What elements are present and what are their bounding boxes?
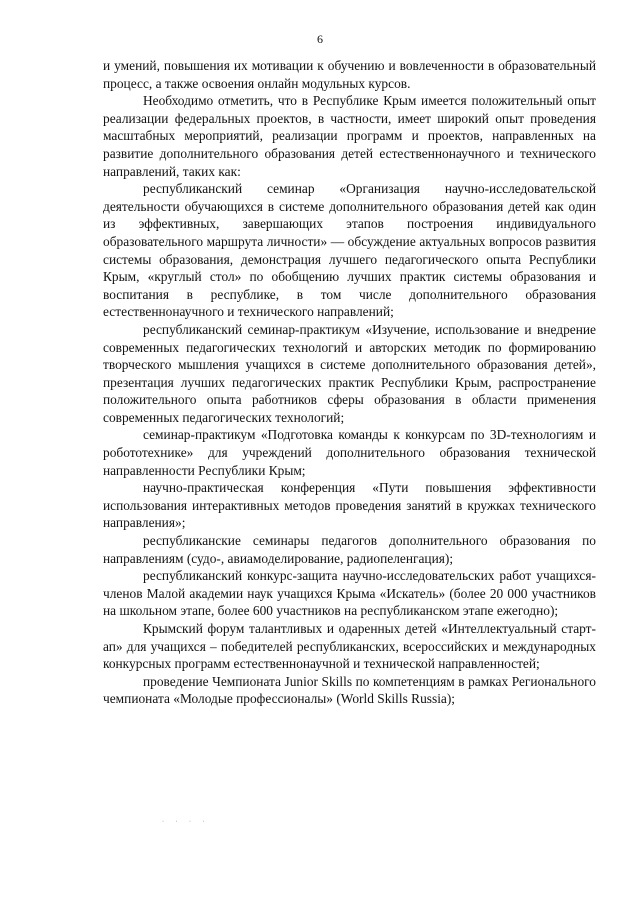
paragraph-intro: Необходимо отметить, что в Республике Крым имеется положительный опыт реализации федеральных проектов, в частности, имеет широкий опыт проведения масштабных мероприятий, реализации программ и проектов, направленных на развитие дополнительного образования детей естественнонаучного и технического направлений, таких как: xyxy=(103,93,596,179)
document-body xyxy=(103,57,596,708)
paragraph-continuation: и умений, повышения их мотивации к обучению и вовлеченности в образовательный процесс, а также освоения онлайн модульных курсов. xyxy=(103,58,596,91)
scan-artifact-dots: · · · · xyxy=(162,819,210,825)
list-item-seminar-practicum-3d: семинар-практикум «Подготовка команды к конкурсам по 3D-технологиям и робототехнике» для учреждений дополнительного образования технической направленности Республики Крым; xyxy=(103,427,596,478)
list-item-junior-skills: проведение Чемпионата Junior Skills по компетенциям в рамках Регионального чемпионата «Молодые профессионалы» (World Skills Russia); xyxy=(103,673,596,707)
list-item-seminar-practicum-technologies: республиканский семинар-практикум «Изучение, использование и внедрение современных педагогических технологий и авторских методик по формированию творческого мышления учащихся в системе дополнительного образования детей», презентация лучших педагогических практик Республики Крым, распространение положительного опыта работников сферы образования в области применения современных педагогических технологий; xyxy=(103,321,596,425)
list-item-seminar-research: республиканский семинар «Организация научно-исследовательской деятельности обучающихся в системе дополнительного образования детей как один из эффективных, завершающих этапов построения индивидуального образовательного маршрута личности» — обсуждение актуальных вопросов развития системы образования, демонстрация лучшего педагогического опыта Республики Крым, «круглый стол» по обобщению лучших практик системы образования и воспитания в республике, в том числе дополнительного образования естественнонаучного и технического направлений; xyxy=(103,181,596,320)
list-item-conference: научно-практическая конференция «Пути повышения эффективности использования интерактивных методов проведения занятий в кружках технического направления»; xyxy=(103,480,596,531)
page-number: 6 xyxy=(317,32,323,46)
list-item-contest-iskatel: республиканский конкурс-защита научно-исследовательских работ учащихся-членов Малой академии наук учащихся Крыма «Искатель» (более 20 000 участников на школьном этапе, более 600 участников на республиканском этапе ежегодно); xyxy=(103,568,596,619)
list-item-forum: Крымский форум талантливых и одаренных детей «Интеллектуальный старт-ап» для учащихся – победителей республиканских, всероссийских и международных конкурсных программ естественнонаучной и технической направленностей; xyxy=(103,621,596,672)
list-item-seminars-teachers: республиканские семинары педагогов дополнительного образования по направлениям (судо-, авиамоделирование, радиопеленгация); xyxy=(103,533,596,566)
